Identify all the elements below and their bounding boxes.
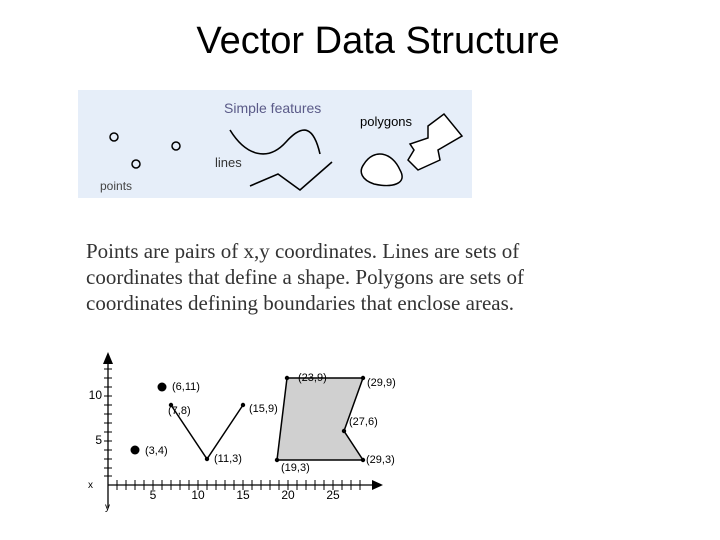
polygon-vertex-label: (23,9)	[298, 372, 327, 384]
line-vertex-label: (11,3)	[214, 453, 242, 465]
x-tick-label: 10	[191, 488, 205, 502]
polygon-vertex-label: (19,3)	[281, 462, 310, 474]
line-vertex-label: (15,9)	[249, 403, 278, 415]
polygon-vertex	[285, 376, 289, 380]
point-marker	[158, 383, 167, 392]
coordinate-plot	[80, 350, 400, 520]
line-vertex	[205, 457, 209, 461]
polygon-vertex	[275, 458, 279, 462]
x-tick-label: 5	[149, 488, 157, 502]
point-label: (6,11)	[172, 381, 200, 393]
point-marker	[131, 446, 140, 455]
polygon-vertex	[361, 458, 365, 462]
x-axis-label: x	[88, 480, 93, 491]
polygon-vertex-label: (29,3)	[366, 454, 395, 466]
polygon-vertex-label: (27,6)	[349, 416, 378, 428]
x-tick-label: 20	[281, 488, 295, 502]
x-tick-label: 25	[326, 488, 340, 502]
polygons-label: polygons	[360, 114, 413, 129]
x-tick-label: 15	[236, 488, 250, 502]
y-tick-label: 10	[88, 388, 102, 402]
polygon-vertex-label: (29,9)	[367, 377, 396, 389]
lines-label: lines	[215, 155, 242, 170]
x-axis-arrow	[372, 480, 383, 490]
point-label: (3,4)	[145, 445, 168, 457]
y-axis-label: y	[105, 502, 110, 513]
simple-features-heading: Simple features	[224, 100, 322, 116]
points-label: points	[100, 179, 133, 193]
y-tick-label: 5	[95, 433, 102, 447]
description-paragraph: Points are pairs of x,y coordinates. Lines are sets of coordinates that define a shape. Polygons are sets of coordinates defining boundaries that enclose areas.	[86, 239, 524, 315]
simple-features-panel	[78, 90, 472, 198]
polygon-vertex	[361, 376, 365, 380]
polygon-vertex	[342, 429, 346, 433]
y-axis-arrow	[103, 352, 113, 364]
page-title: Vector Data Structure	[196, 20, 560, 62]
line-vertex	[241, 403, 245, 407]
line-vertex-label: (7,8)	[168, 405, 191, 417]
